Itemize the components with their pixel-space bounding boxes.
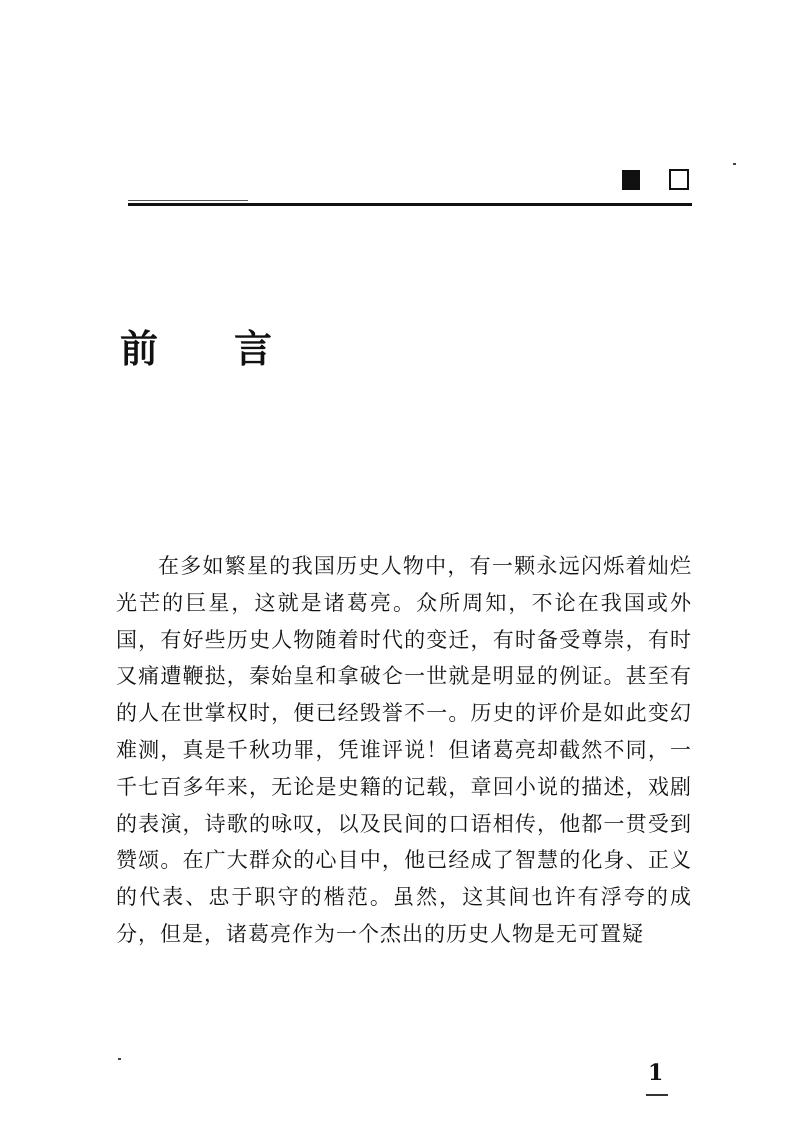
outlined-square-icon — [669, 169, 689, 190]
page-title: 前言 — [120, 326, 349, 371]
page-number: 1 — [648, 1060, 664, 1086]
body-paragraph: 在多如繁星的我国历史人物中，有一颗永远闪烁着灿烂光芒的巨星，这就是诸葛亮。众所周知，不论在我国或外国，有好些历史人物随着时代的变迁，有时备受尊崇，有时又痛遭鞭挞，秦始皇和拿破仑一世就是明显的例证。甚至有的人在世掌权时，便已经毁誉不一。历史的评价是如此变幻难测，真是千秋功罪，凭谁评说！但诸葛亮却截然不同，一千七百多年来，无论是史籍的记载，章回小说的描述，戏剧的表演，诗歌的咏叹，以及民间的口语相传，他都一贯受到赞颂。在广大群众的心目中，他已经成了智慧的化身、正义的代表、忠于职守的楷范。虽然，这其间也许有浮夸的成分，但是，诸葛亮作为一个杰出的历史人物是无可置疑 — [116, 554, 692, 946]
page-number-underline — [646, 1094, 668, 1096]
black-square-icon — [622, 170, 640, 190]
scan-speck — [733, 163, 736, 165]
chapter-marks — [619, 166, 699, 194]
header-rule — [128, 203, 692, 206]
scan-speck — [118, 1058, 121, 1060]
header-rule-accent — [128, 200, 248, 201]
